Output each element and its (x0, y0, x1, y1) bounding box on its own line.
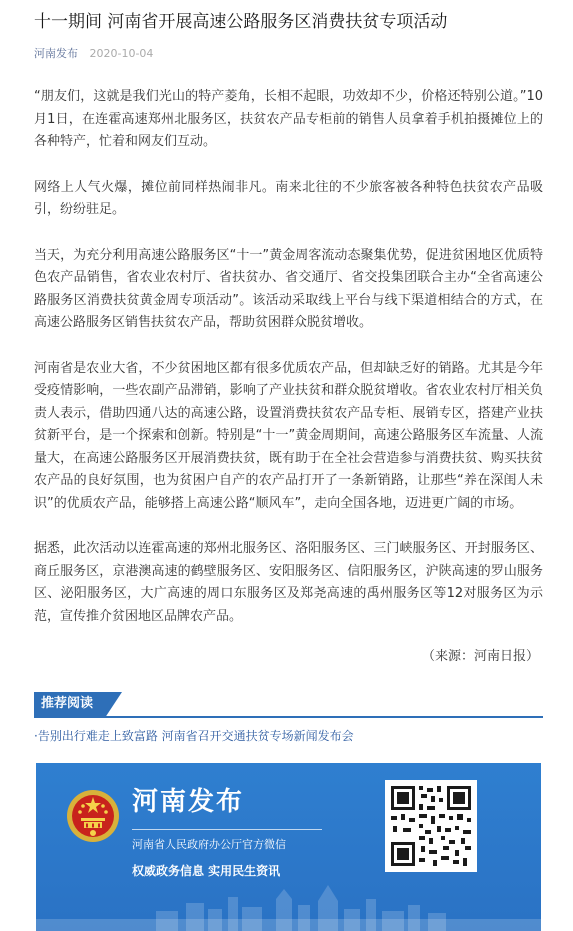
banner-subtitle: 河南省人民政府办公厅官方微信 (132, 838, 286, 851)
article-paragraph-4: 河南省是农业大省，不少贫困地区都有很多优质农产品，但却缺乏好的销路。尤其是今年受疫情影响，一些农副产品滞销，影响了产业扶贫和群众脱贫增收。省农业农村厅相关负责人表示，借助四通八达的高速公路，设置消费扶贫农产品专柜、展销专区，搭建产业扶贫新平台，是一个探索和创新。特别是“十一”黄金周期间，高速公路服务区车流量、人流量大，在高速公路服务区开展消费扶贫，既有助于在全社会营造参与消费扶贫、购买扶贫农产品的良好氛围，也为贫困户自产的农产品打开了一条新销路，让那些“养在深闺人未识”的优质农产品，能够搭上高速公路“顺风车”，走向全国各地，迈进更广阔的市场。 (34, 360, 543, 511)
article-credit: （来源：河南日报） (421, 649, 539, 664)
article-paragraph-5: 据悉，此次活动以连霍高速的郑州北服务区、洛阳服务区、三门峡服务区、开封服务区、商丘服务区，京港澳高速的鹤壁服务区、安阳服务区、信阳服务区，沪陕高速的罗山服务区、泌阳服务区，大广高速的周口东服务区及郑尧高速的禹州服务区等12对服务区为示范，宣传推介贫困地区品牌农产品。 (34, 541, 543, 624)
article-source-link[interactable]: 河南发布 (34, 47, 78, 60)
qr-code-icon[interactable] (385, 780, 477, 872)
recommended-label: 推荐阅读 (41, 696, 94, 711)
article-paragraph-1: “朋友们，这就是我们光山的特产菱角，长相不起眼，功效却不少，价格还特别公道。”10月1日，在连霍高速郑州北服务区，扶贫农产品专柜前的销售人员拿着手机拍摄摊位上的各种特产，忙着和网友们互动。 (34, 89, 543, 149)
banner-divider (132, 829, 322, 830)
article-date: 2020-10-04 (89, 47, 154, 60)
national-emblem-icon (66, 789, 120, 843)
article-title: 十一期间 河南省开展高速公路服务区消费扶贫专项活动 (34, 12, 448, 32)
article-paragraph-3: 当天，为充分利用高速公路服务区“十一”黄金周客流动态聚集优势，促进贫困地区优质特色农产品销售，省农业农村厅、省扶贫办、省交通厅、省交投集团联合主办“全省高速公路服务区消费扶贫黄金周专项活动”。该活动采取线上平台与线下渠道相结合的方式，在高速公路服务区销售扶贫农产品，帮助贫困群众脱贫增收。 (34, 247, 543, 330)
city-skyline-decoration (36, 881, 541, 931)
article-paragraph-2: 网络上人气火爆，摊位前同样热闹非凡。南来北往的不少旅客被各种特色扶贫农产品吸引，纷纷驻足。 (34, 179, 543, 217)
henan-fabu-banner[interactable] (36, 763, 541, 931)
recommended-article-link[interactable]: ·告别出行难走上致富路 河南省召开交通扶贫专场新闻发布会 (34, 729, 354, 743)
recommended-header (34, 692, 543, 718)
article-meta (34, 46, 543, 62)
banner-brand-name: 河南发布 (132, 787, 245, 817)
banner-slogan: 权威政务信息 实用民生资讯 (132, 864, 281, 878)
